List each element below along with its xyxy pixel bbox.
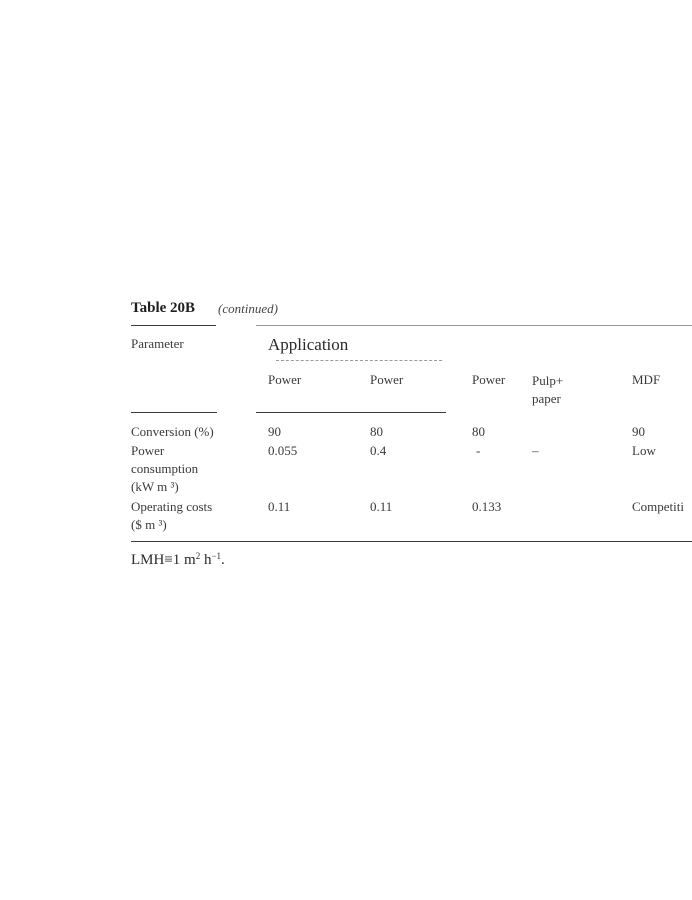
table-cell: 0.11: [268, 499, 291, 514]
table-cell: 90: [632, 424, 645, 439]
bottom-rule: [131, 541, 692, 542]
top-rule-right: [256, 325, 692, 326]
header-rule-right: [256, 412, 446, 413]
table-cell: 80: [472, 424, 485, 439]
table-cell: -: [476, 443, 481, 458]
group-header-underline: [276, 360, 442, 361]
row-label-power-consumption: Power consumption (kW m ³): [131, 443, 199, 494]
footnote-sup-1: 2: [195, 551, 201, 561]
stub-header: Parameter: [131, 336, 184, 351]
table-caption-note: (continued): [218, 301, 278, 316]
table-cell: –: [532, 443, 539, 458]
table-cell: 0.055: [268, 443, 298, 458]
row-label-operating-costs: Operating costs ($ m ³): [131, 499, 213, 532]
column-header-4: Pulp+ paper: [532, 373, 564, 406]
header-rule-left: [131, 412, 217, 413]
table-footnote: [131, 551, 225, 569]
column-header-2: Power: [370, 372, 404, 387]
footnote-sup-2: −1: [211, 551, 222, 561]
footnote-text-before: LMH≡1 m: [131, 552, 196, 568]
group-header-application: Application: [268, 335, 349, 354]
column-header-5: MDF: [632, 372, 661, 387]
table-cell: Low: [632, 443, 656, 458]
footnote-text-mid: h: [200, 552, 212, 568]
table-cell: 90: [268, 424, 281, 439]
table-cell: 0.11: [370, 499, 393, 514]
table-cell: Competiti: [632, 499, 684, 514]
table-cell: 0.4: [370, 443, 387, 458]
column-header-3: Power: [472, 372, 506, 387]
table-cell: 0.133: [472, 499, 502, 514]
table-cell: 80: [370, 424, 383, 439]
footnote-text-after: .: [221, 552, 225, 568]
row-label-conversion: Conversion (%): [131, 424, 214, 439]
column-header-1: Power: [268, 372, 302, 387]
table-caption-label: Table 20B: [131, 300, 196, 316]
top-rule-left: [131, 325, 216, 326]
